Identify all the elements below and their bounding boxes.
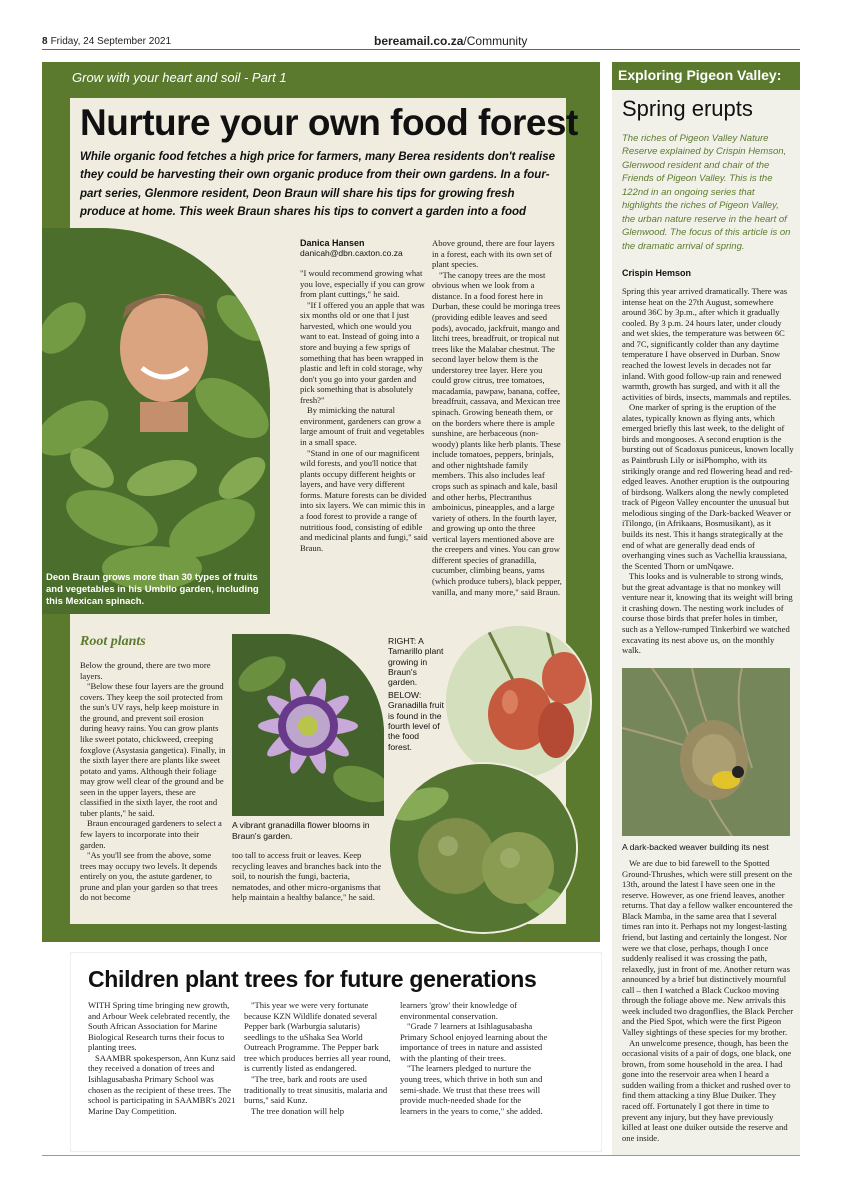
- article-paragraph: "The learners pledged to nurture the young trees, which thrive in both sun and semi-shade. We trust that these trees will provide much-needed shade for the learners in the years to come," she added.: [400, 1063, 543, 1116]
- article-paragraph: "As you'll see from the above, some trees may occupy two levels. It depends entirely on you, the astute gardener, to prune and plan your garden so that trees do not become: [80, 850, 218, 903]
- main-standfirst: While organic food fetches a high price for farmers, many Berea residents don't realise they could be harvesting their own organic produce from their own gardens. In a four-part series, Glenmore resident, Deon Braun will share his tips for growing fresh produce at home. This week Braun shares his tips to convert a garden into a food: [80, 151, 556, 219]
- sidebar-column-bottom: [622, 858, 794, 1143]
- article-paragraph: too tall to access fruit or leaves. Keep recycling leaves and branches back into the soil, to nourish the fungi, bacteria, nematodes, and other micro-organisms that help maintain a healthy balance," he said.: [232, 850, 382, 903]
- article-column-1: [300, 238, 428, 553]
- page-header: [42, 34, 800, 50]
- article-paragraph: This looks and is vulnerable to strong winds, but the great advantage is that no monkey will venture near it, knowing that its weight will bring it crashing down. The nesting work includes of course those birds that prefer holes in timber, such as a Yellow-rumped Tinkerbird we watched excavating its nest above us, on the monthly walk.: [622, 571, 793, 656]
- children-column-1: [88, 1000, 236, 1116]
- article-paragraph: We are due to bid farewell to the Spotted Ground-Thrushes, which were still present on the 13th, around the latest I have seen one in the reserve. However, as one friend leaves, another returns. That day a fellow walker encountered the Black Mamba, in the same area that I several times ran into it. Perhaps not my longest-lasting friend, but lasting and certainly the longest. Nor were we that close, perhaps, though I once suddenly realised it was crossing the path, relaxedly, just in front of me. Another return was announced by a brief but distinctively mournful call – then I watched a Black Cuckoo moving through the foliage above me. New arrivals this week included two dragonflies, the Black Percher and the Pied Spot, which were the first Pigeon Valley sightings of these species for my brother.: [622, 858, 794, 1037]
- granadilla-illustration: [390, 764, 578, 934]
- article-paragraph: An unwelcome presence, though, has been the occasional visits of a pair of dogs, one black, one brown, from some household in the area. I had gone into the reservoir area when I heard a sudden wailing from a thicket and rushed over to find them attacking a tiny Blue Duiker. They raced off. Fortunately I got there in time to prevent any injury, but they have previously killed at least one duiker outside the reserve and one inside.: [622, 1037, 792, 1143]
- section-name: Community: [466, 34, 528, 48]
- section-separator: /: [463, 34, 467, 48]
- article-column-2: [432, 238, 562, 597]
- article-paragraph: SAAMBR spokesperson, Ann Kunz said they received a donation of trees and Isihlagusabasha Primary School was chosen as the recipient of these trees. The school is participating in SAAMBR's 2021 Marine Day Competition.: [88, 1052, 236, 1116]
- sidebar-column-top: [622, 286, 794, 656]
- article-paragraph: "If I offered you an apple that was six months old or one that I just harvested, which one would you want to eat. Instead of going into a store and buying a few sprigs of something that has been wrapped in plastic and left in cold storage, why don't you go into your garden and pick something that is absolutely fresh?": [300, 299, 425, 405]
- page-folio: [42, 36, 171, 47]
- children-column-3: [400, 1000, 548, 1116]
- article-paragraph: Braun encouraged gardeners to select a few layers to incorporate into their garden.: [80, 818, 222, 850]
- article-column-4: [232, 850, 384, 903]
- author-email: danicah@dbn.caxton.co.za: [300, 248, 403, 258]
- sidebar-banner: Exploring Pigeon Valley:: [612, 62, 800, 90]
- article-paragraph: Spring this year arrived dramatically. There was intense heat on the 27th August, somewhere around 36C by 3p.m., after which it gradually cooled. By 3 p.m. 24 hours later, under cloudy and wet skies, the temperature was between 6C and 7C, significantly colder than any daytime temperature I have observed in Durban. Snow reached the lowest levels in decades not far inland. With good follow-up rain and renewed warmth, growth has surged, and with it all the activities of birds, insects, mammals and reptiles.: [622, 286, 792, 402]
- photo-granadilla-fruit: [388, 762, 578, 934]
- article-paragraph: WITH Spring time bringing new growth, and Arbour Week celebrated recently, the South African Association for Marine Biological Research turns their focus to planting trees.: [88, 1000, 230, 1053]
- sidebar-author: Crispin Hemson: [622, 268, 692, 278]
- article-paragraph: One marker of spring is the eruption of the alates, typically known as flying ants, which emerged briefly this last week, to the delight of birds and mongooses. A second eruption is the bursting out of Scadoxus puniceus, known locally as Paintbrush Lily or isiPhompho, with its strikingly orange and red flowering head and red-edged leaves. Another eruption is the outpouring of birdsong. Walkers along the newly completed track of Pigeon Valley encounter the unusual but melodious singing of the Dark-backed Weaver or iTilongo, (in Afrikaans, Bosmusikant), as it builds its nest. This it hangs strategically at the end of what are generally dead ends of overhanging vines such as Vachellia kraussiana, the Scented Thorn or umNqawe.: [622, 402, 794, 571]
- page-footer-rule: [42, 1155, 800, 1156]
- photo-caption-braun: Deon Braun grows more than 30 types of fruits and vegetables in his Umbilo garden, including this Mexican spinach.: [46, 572, 259, 607]
- article-paragraph: Above ground, there are four layers in a forest, each with its own set of plant species.: [432, 238, 555, 270]
- children-headline: Children plant trees for future generations: [88, 966, 537, 992]
- article-paragraph: "Stand in one of our magnificent wild forests, and you'll notice that plants occupy different heights or layers, and have very different forms. Mature forests can be divided into six layers. We can mimic this in a food forest to provide a range of nutritious food, consisting of edible and medicinal plants and fungi," said Braun.: [300, 447, 428, 553]
- sidebar-title: Spring erupts: [622, 96, 753, 121]
- main-headline: Nurture your own food forest: [80, 102, 578, 143]
- page-number: 8: [42, 36, 48, 47]
- site-name: berea: [374, 34, 407, 48]
- sidebar-standfirst: The riches of Pigeon Valley Nature Reserve explained by Crispin Hemson, Glenwood resident and chair of the Friends of Pigeon Valley. This is the 122nd in an ongoing series that highlights the riches of Pigeon Valley, the urban nature reserve in the heart of Glenwood. The focus of this article is on the dramatic arrival of spring.: [622, 133, 791, 252]
- photo-dark-backed-weaver: [622, 668, 790, 836]
- article-paragraph: "The canopy trees are the most obvious when we look from a distance. In a food forest here in Durban, these could be moringa trees (providing edible leaves and seed pods), avocado, jackfruit, mango and litchi trees, breadfruit, or tropical nut trees like the Malabar chestnut. The second layer below them is the understorey tree layer. Here you could grow citrus, tree tomatoes, macadamia, pawpaw, banana, coffee, breadfruit, cassava, and Mexican tree spinach. Growing beneath them, or on the borders where there is ample sunshine, are herbaceous (non-woody) plants like herb plants. These include tomatoes, peppers, brinjals, and other nightshade family members. This also includes leaf crops such as spinach and kale, basil and other herbs, Plectranthus amboinicus, pineapples, and a large variety of others. In the fourth layer, and growing up onto the three vertical layers mentioned above are the creepers and vines. You can grow different species of granadilla, cucumber, climbing beans, yams (which produce tubers), black pepper, vanilla, and many more," said Braun.: [432, 269, 562, 597]
- granadilla-caption: BELOW: Granadilla fruit is found in the fourth level of the food forest.: [388, 690, 444, 752]
- article-paragraph: "This year we were very fortunate because KZN Wildlife donated several Pepper bark (Warburgia salutaris) seedlings to the uShaka Sea World Outreach Programme. The Pepper bark tree which produces berries all year round, is currently listed as endangered.: [244, 1000, 391, 1074]
- article-paragraph: "Grade 7 learners at Isihlagusabasha Primary School enjoyed learning about the importance of trees in nature and assisted with the planting of their trees.: [400, 1021, 548, 1063]
- article-paragraph: learners 'grow' their knowledge of environmental conservation.: [400, 1000, 518, 1021]
- article-paragraph: "Below these four layers are the ground covers. They keep the soil protected from the sun's UV rays, help keep moisture in the ground, and prevent soil erosion during heavy rains. You can grow plants like sweet potato, chickweed, creeping foxglove (Asystasia gangetica). Finally, in the sixth layer there are plants like sweet potato and yams. Although their foliage may grow well clear of the ground and be seen in the upper layers, these are classified in the sixth layer, the root and tuber plants," he said.: [80, 681, 226, 818]
- article-paragraph: By mimicking the natural environment, gardeners can grow a large amount of fruit and vegetables in a small space.: [300, 405, 425, 447]
- article-paragraph: "I would recommend growing what you love, especially if you can grow from plant cuttings," he said.: [300, 268, 425, 300]
- site-domain: mail.co.za: [406, 34, 464, 48]
- weaver-caption: A dark-backed weaver building its nest: [622, 842, 769, 852]
- children-column-2: [244, 1000, 392, 1116]
- series-label: Grow with your heart and soil - Part 1: [72, 70, 287, 85]
- subhead-root-plants: Root plants: [80, 634, 146, 649]
- article-column-3: [80, 660, 226, 903]
- author-name: Danica Hansen: [300, 238, 365, 248]
- photo-tamarillo: [444, 624, 592, 780]
- article-paragraph: Below the ground, there are two more layers.: [80, 660, 211, 681]
- tamarillo-caption: RIGHT: A Tamarillo plant growing in Braun's garden.: [388, 636, 444, 688]
- article-paragraph: "The tree, bark and roots are used traditionally to treat sinusitis, malaria and burns," said Kunz.: [244, 1073, 388, 1106]
- article-paragraph: The tree donation will help: [251, 1105, 345, 1116]
- section-label: [374, 34, 527, 48]
- tamarillo-illustration: [446, 626, 592, 780]
- weaver-nest-illustration: [622, 668, 790, 836]
- issue-date: Friday, 24 September 2021: [50, 36, 172, 47]
- flower-caption: A vibrant granadilla flower blooms in Braun's garden.: [232, 820, 370, 841]
